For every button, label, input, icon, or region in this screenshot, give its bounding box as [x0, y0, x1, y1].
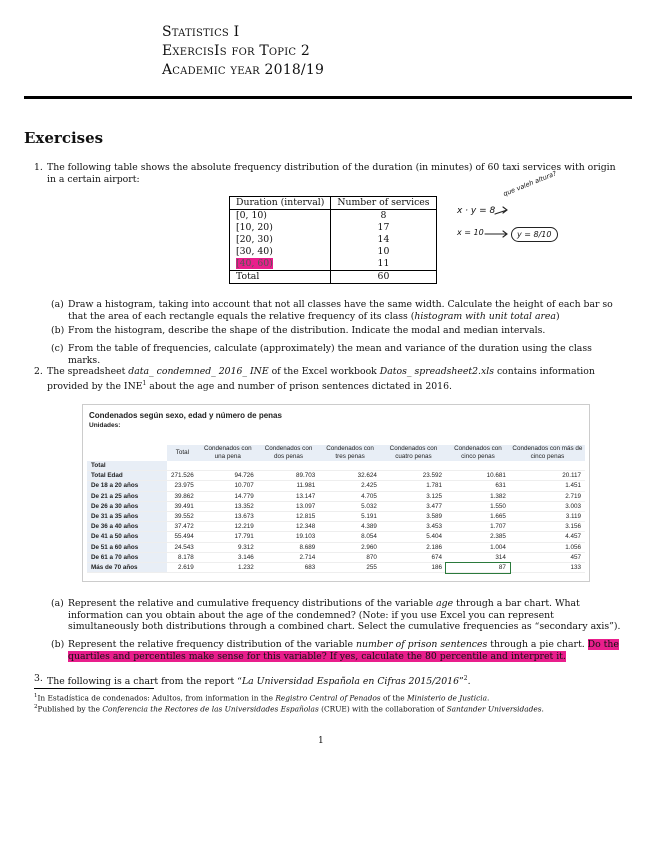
footnote-rule	[34, 688, 154, 689]
footnote-text: .	[487, 693, 490, 703]
footnote-ref: 1	[142, 379, 147, 387]
sheet-row-label: De 31 a 35 años	[87, 512, 167, 522]
sheet-cell: 37.472	[167, 522, 198, 532]
footnote-text: (CRUE) with the collaboration of	[318, 704, 447, 714]
table-row	[87, 532, 585, 542]
sheet-cell: 674	[381, 552, 446, 562]
sheet-cell: 2.714	[258, 552, 319, 562]
sheet-group-row	[87, 461, 585, 471]
sheet-title: Condenados según sexo, edad y número de penas	[89, 411, 282, 420]
handwritten-result: y = 8/10	[511, 227, 558, 242]
sheet-cell: 1.781	[381, 481, 446, 491]
ex1b-label: (b)	[51, 325, 65, 336]
sheet-cell: 12.815	[258, 512, 319, 522]
table-row	[230, 246, 437, 258]
table-row	[230, 258, 437, 271]
sheet-cell: 1.232	[198, 563, 258, 573]
ex1a-emphasis: histogram with unit total area	[414, 310, 556, 322]
sheet-cell: 186	[381, 563, 446, 573]
sheet-cell: 683	[258, 563, 319, 573]
sheet-cell: 32.624	[319, 471, 381, 481]
sheet-cell: 12.348	[258, 522, 319, 532]
footnote-emphasis: Registro Central of Penados	[275, 693, 381, 703]
sheet-table	[87, 445, 585, 573]
count-cell: 17	[377, 222, 390, 233]
sheet-cell: 2.385	[446, 532, 510, 542]
sheet-cell: 19.103	[258, 532, 319, 542]
count-cell: 10	[377, 246, 390, 257]
sheet-cell: 23.975	[167, 481, 198, 491]
table-row	[87, 471, 585, 481]
exercises-title: ExercisIs for Topic 2	[162, 43, 310, 59]
academic-year: Academic year 2018/19	[162, 62, 325, 78]
sheet-col-header: Condenados con cinco penas	[446, 445, 510, 461]
ex3-text	[47, 673, 622, 688]
count-cell: 8	[380, 210, 387, 221]
count-cell: 14	[377, 234, 390, 245]
ex2b-emphasis: number of prison sentences	[356, 639, 488, 650]
sheet-cell: 5.191	[319, 512, 381, 522]
sheet-cell: 2.425	[319, 481, 381, 491]
sheet-cell: 94.726	[198, 471, 258, 481]
sheet-row-label: De 41 a 50 años	[87, 532, 167, 542]
sheet-group-label: Total	[87, 461, 167, 471]
footnote-mark: 1	[34, 693, 38, 699]
handwritten-arrows	[455, 186, 595, 256]
table-row	[87, 542, 585, 552]
table-row	[87, 501, 585, 511]
sheet-units: Unidades:	[89, 422, 121, 429]
ex1-intro: The following table shows the absolute frequency distribution of the duration (in minutes) of 60 taxi services with origin in a certain airport:	[47, 162, 616, 185]
ex2a-label: (a)	[51, 598, 64, 609]
sheet-cell: 5.404	[381, 532, 446, 542]
sheet-cell: 55.494	[167, 532, 198, 542]
sheet-cell: 1.056	[510, 542, 585, 552]
ex2b-body: through a pie chart.	[487, 639, 585, 650]
table-header-duration: Duration (interval)	[230, 197, 331, 210]
sheet-cell: 271.526	[167, 471, 198, 481]
ex3-body: ”	[459, 676, 464, 688]
header-rule	[24, 96, 632, 99]
sheet-col-header: Condenados con dos penas	[258, 445, 319, 461]
ex2-text: contains information provided by the INE	[47, 366, 595, 392]
total-value: 60	[331, 271, 436, 284]
highlighted-interval: [40, 60)	[236, 258, 273, 269]
ex1-number: 1.	[34, 162, 43, 173]
table-header-services: Number of services	[331, 197, 436, 210]
sheet-cell: 14.779	[198, 491, 258, 501]
ex1a-label: (a)	[51, 299, 64, 310]
sheet-cell: 870	[319, 552, 381, 562]
ex3-body: The following is a chart from the report “	[47, 676, 242, 688]
interval-cell: [10, 20)	[230, 222, 331, 234]
table-row	[87, 481, 585, 491]
sheet-cell: 1.382	[446, 491, 510, 501]
sheet-cell: 1.004	[446, 542, 510, 552]
sheet-cell: 8.054	[319, 532, 381, 542]
ex2b-label: (b)	[51, 639, 65, 650]
ex3-report-title: La Universidad Española en Cifras 2015/2016	[241, 676, 460, 688]
sheet-cell: 1.451	[510, 481, 585, 491]
handwritten-annotation	[455, 169, 595, 256]
sheet-cell: 3.125	[381, 491, 446, 501]
footnote-text: Published by the	[37, 704, 103, 714]
sheet-cell: 3.477	[381, 501, 446, 511]
ex2a-emphasis: age	[436, 598, 454, 609]
total-label: Total	[230, 271, 331, 284]
ex1c-label: (c)	[51, 343, 64, 354]
footnote-ref: 2	[463, 675, 468, 682]
sheet-cell: 5.032	[319, 501, 381, 511]
footnote-emphasis: Conferencia the Rectores de las Universidades Españolas	[102, 704, 319, 714]
table-row	[87, 491, 585, 501]
sheet-row-label: De 26 a 30 años	[87, 501, 167, 511]
sheet-cell: 1.707	[446, 522, 510, 532]
frequency-table	[229, 196, 437, 284]
ex3-body: .	[467, 676, 471, 688]
sheet-row-label: De 36 a 40 años	[87, 522, 167, 532]
ex3-number: 3.	[34, 673, 43, 684]
sheet-cell: 255	[319, 563, 381, 573]
footnote-mark: 2	[34, 704, 38, 710]
sheet-cell: 20.117	[510, 471, 585, 481]
ex1c-text: From the table of frequencies, calculate (approximately) the mean and variance of the duration using the class marks.	[68, 343, 592, 366]
sheet-cell: 13.352	[198, 501, 258, 511]
ex2a-body: through a bar chart. What information can you obtain about the age of the condemned? (Note: if you use Excel you can represent simultaneously both distributions through a combined chart. Select the cumulative frequencies as “secondary axis”).	[68, 598, 621, 632]
sheet-cell: 2.719	[510, 491, 585, 501]
sheet-cell: 3.146	[198, 552, 258, 562]
interval-cell: [0, 10)	[230, 210, 331, 223]
table-row	[87, 512, 585, 522]
ex2b-body: Represent the relative frequency distribution of the variable	[68, 639, 356, 650]
sheet-row-label: Más de 70 años	[87, 563, 167, 573]
handwritten-line1: x · y = 8	[457, 206, 496, 216]
ex2-text: about the age and number of prison sentences dictated in 2016.	[146, 380, 452, 392]
sheet-cell: 4.457	[510, 532, 585, 542]
section-title: Exercises	[24, 129, 104, 147]
sheet-cell: 314	[446, 552, 510, 562]
sheet-row-label: Total Edad	[87, 471, 167, 481]
ex2-sheet-name: data_ condemned_ 2016_ INE	[128, 366, 269, 377]
sheet-header-row	[87, 445, 585, 461]
sheet-cell: 133	[510, 563, 585, 573]
handwritten-note: que valeh altura?	[502, 169, 558, 198]
spreadsheet-image	[82, 404, 590, 582]
ex2a-text	[68, 598, 622, 633]
ex2b-highlighted-question: Do the quartiles and percentiles make sense for this variable? If yes, calculate the 80 percentile and interpret it.	[68, 639, 619, 662]
handwritten-line2: x = 10	[457, 228, 484, 237]
sheet-cell: 13.673	[198, 512, 258, 522]
ex2-workbook-name: Datos_ spreadsheet2.xls	[379, 366, 495, 377]
sheet-col-header: Condenados con más de cinco penas	[510, 445, 585, 461]
ex2a-body: Represent the relative and cumulative frequency distributions of the variable	[68, 598, 437, 609]
sheet-cell: 13.147	[258, 491, 319, 501]
sheet-row-label: De 51 a 60 años	[87, 542, 167, 552]
sheet-cell: 4.389	[319, 522, 381, 532]
sheet-cell: 3.119	[510, 512, 585, 522]
ex2-text: of the Excel workbook	[268, 366, 380, 377]
ex2-number: 2.	[34, 366, 43, 377]
sheet-col-header: Condenados con una pena	[198, 445, 258, 461]
sheet-cell: 89.703	[258, 471, 319, 481]
ex1b-text: From the histogram, describe the shape of the distribution. Indicate the modal and median intervals.	[68, 325, 546, 336]
sheet-corner	[87, 445, 167, 461]
sheet-cell: 3.156	[510, 522, 585, 532]
sheet-cell: 631	[446, 481, 510, 491]
sheet-row-label: De 61 a 70 años	[87, 552, 167, 562]
sheet-cell: 17.791	[198, 532, 258, 542]
ex2b-text	[68, 639, 622, 662]
sheet-col-header: Total	[167, 445, 198, 461]
sheet-col-header: Condenados con cuatro penas	[381, 445, 446, 461]
footnote-text: of the	[380, 693, 407, 703]
sheet-cell: 12.219	[198, 522, 258, 532]
ex1a-end: )	[555, 310, 560, 322]
course-title: Statistics I	[162, 24, 240, 40]
sheet-cell: 8.178	[167, 552, 198, 562]
sheet-cell: 39.491	[167, 501, 198, 511]
ex2-text: The spreadsheet	[47, 366, 129, 377]
footnote-emphasis: Ministerio de Justicia	[406, 693, 488, 703]
sheet-cell: 11.981	[258, 481, 319, 491]
count-cell: 11	[377, 258, 390, 269]
sheet-cell: 2.619	[167, 563, 198, 573]
footnote-2	[34, 702, 624, 714]
sheet-cell: 2.960	[319, 542, 381, 552]
sheet-row-label: De 21 a 25 años	[87, 491, 167, 501]
sheet-cell: 2.186	[381, 542, 446, 552]
sheet-cell: 39.862	[167, 491, 198, 501]
ex1a-text	[68, 299, 622, 322]
sheet-cell: 1.665	[446, 512, 510, 522]
ex2-intro	[47, 366, 622, 392]
footnote-text: In Estadística de condenados: Adultos, from information in the	[37, 693, 276, 703]
table-row	[87, 552, 585, 562]
interval-cell: [20, 30)	[230, 234, 331, 246]
interval-cell-highlighted	[230, 258, 331, 271]
sheet-cell: 8.689	[258, 542, 319, 552]
sheet-col-header: Condenados con tres penas	[319, 445, 381, 461]
sheet-cell: 87	[446, 563, 510, 573]
table-row	[87, 522, 585, 532]
sheet-cell: 457	[510, 552, 585, 562]
sheet-cell: 24.543	[167, 542, 198, 552]
footnote-text: .	[541, 704, 544, 714]
page-number: 1	[318, 736, 324, 746]
table-row	[230, 222, 437, 234]
sheet-cell: 23.592	[381, 471, 446, 481]
sheet-cell: 13.097	[258, 501, 319, 511]
sheet-cell: 10.707	[198, 481, 258, 491]
table-row	[87, 563, 585, 573]
interval-cell: [30, 40)	[230, 246, 331, 258]
sheet-cell: 3.003	[510, 501, 585, 511]
sheet-row-label: De 18 a 20 años	[87, 481, 167, 491]
ex1a-body: Draw a histogram, taking into account that not all classes have the same width. Calculate the height of each bar so that the area of each rectangle equals the relative frequency of its class (	[68, 299, 613, 322]
sheet-cell: 1.550	[446, 501, 510, 511]
sheet-cell: 9.312	[198, 542, 258, 552]
sheet-cell: 3.453	[381, 522, 446, 532]
sheet-group-fill	[167, 461, 585, 471]
sheet-cell: 4.705	[319, 491, 381, 501]
table-row	[230, 234, 437, 246]
sheet-cell: 39.552	[167, 512, 198, 522]
sheet-cell: 10.681	[446, 471, 510, 481]
footnote-emphasis: Santander Universidades	[446, 704, 542, 714]
table-row	[230, 210, 437, 223]
sheet-cell: 3.589	[381, 512, 446, 522]
